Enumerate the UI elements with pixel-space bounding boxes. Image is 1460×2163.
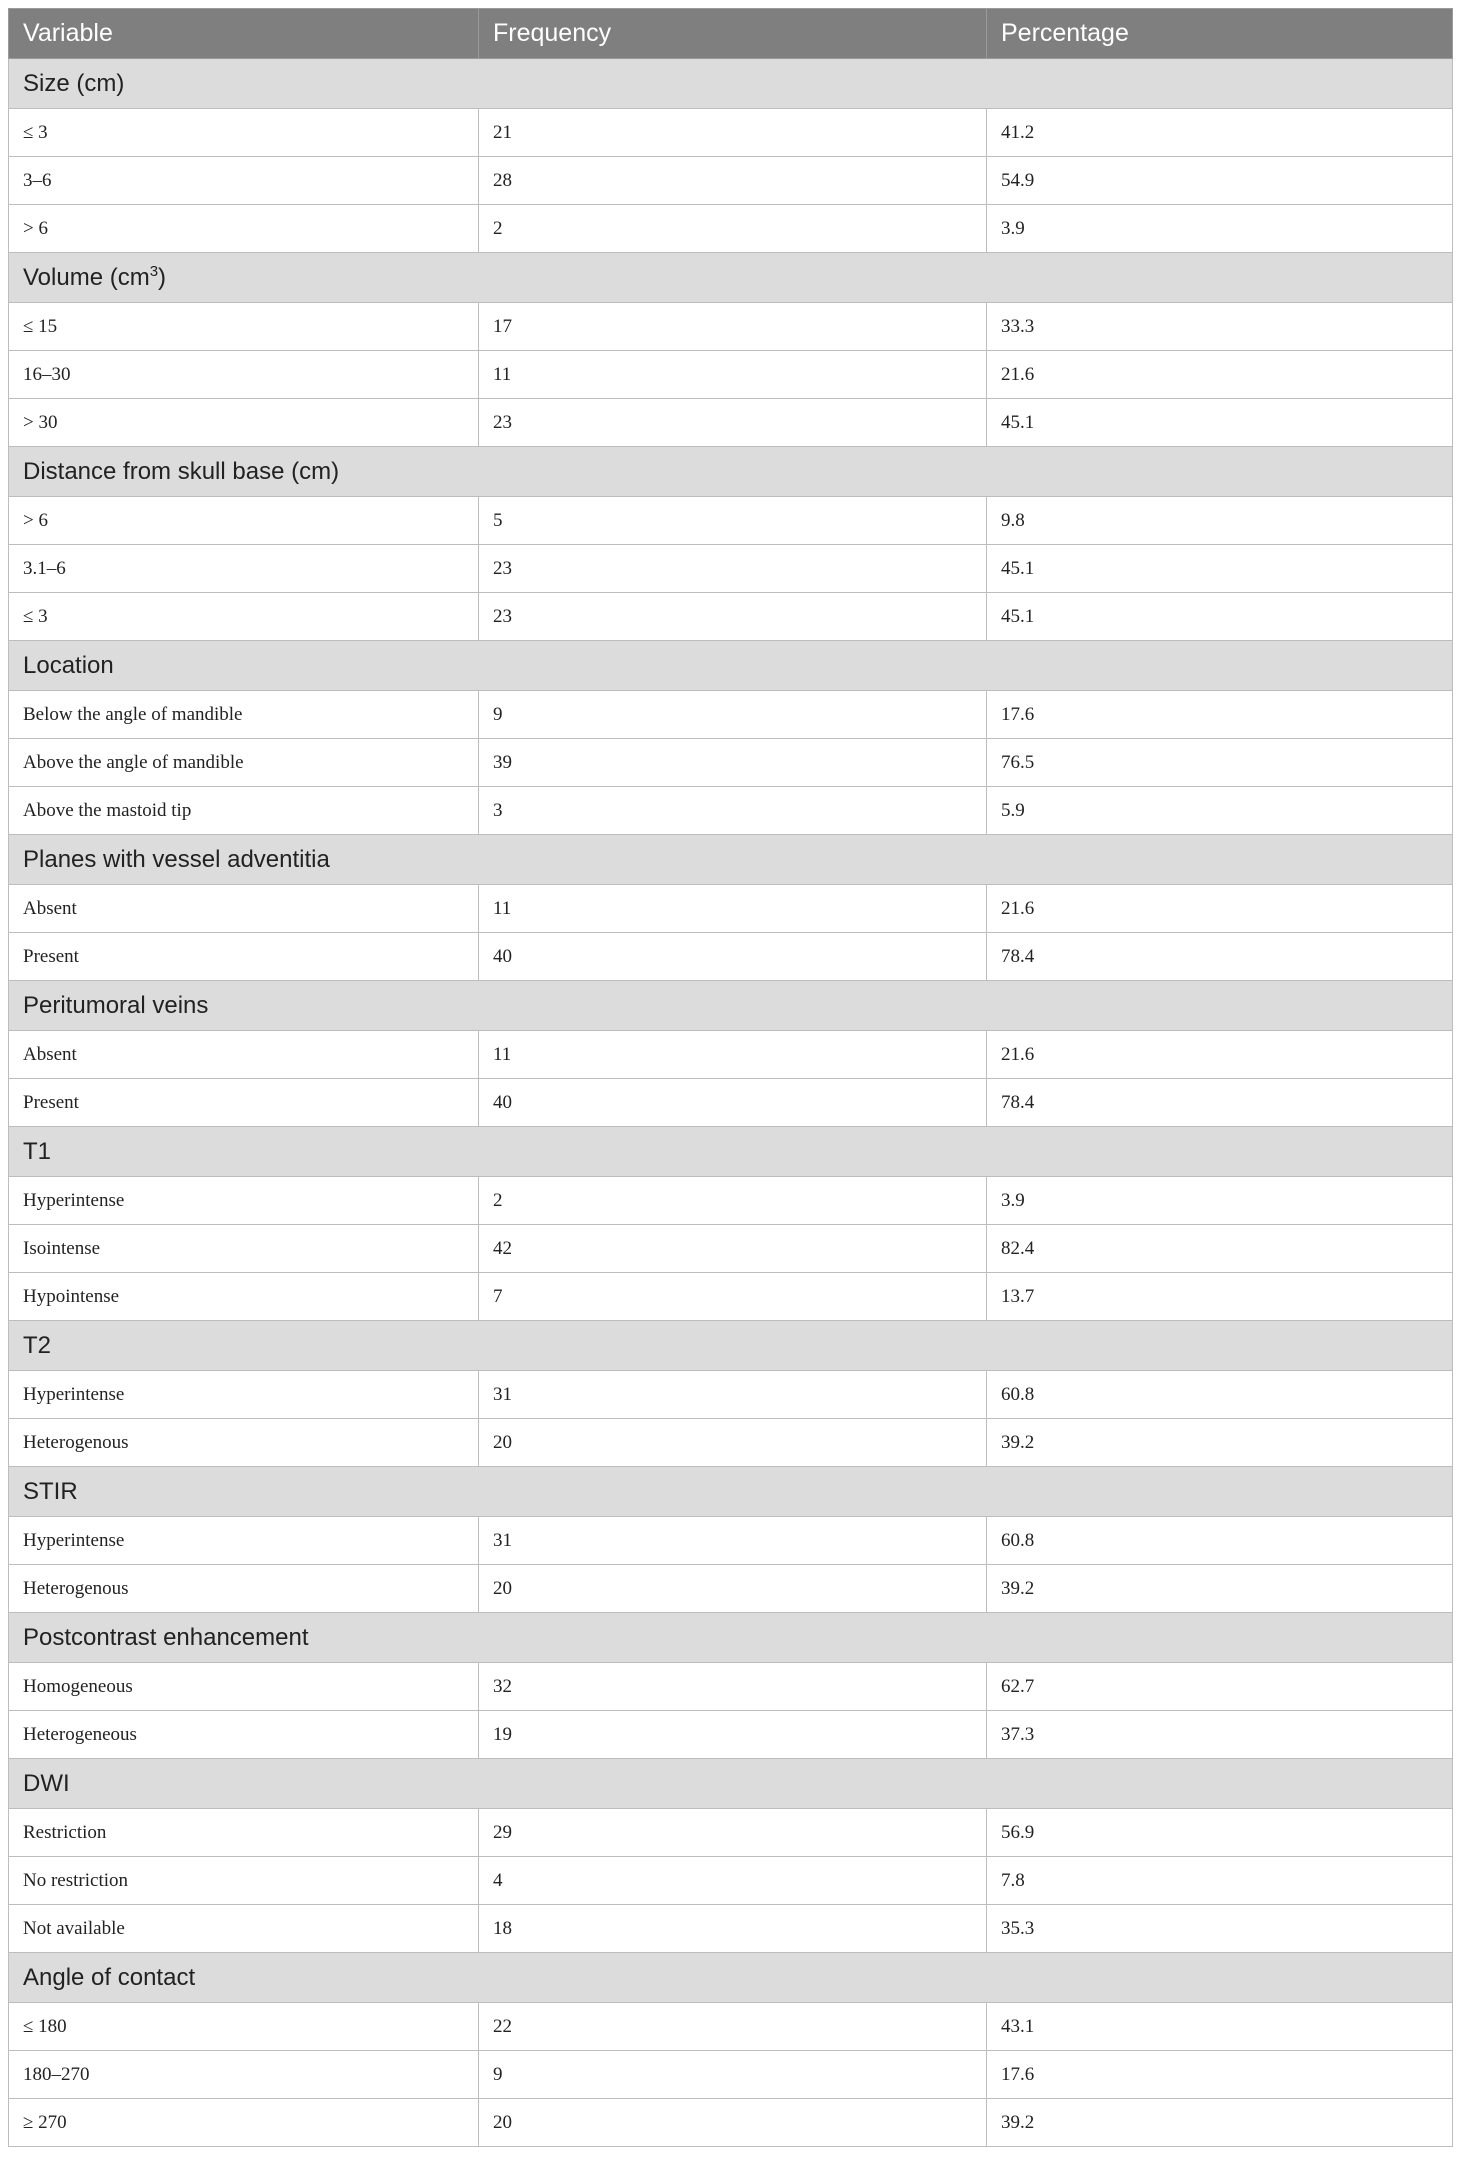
group-header-row <box>9 1759 1453 1809</box>
group-header-row <box>9 253 1453 303</box>
cell-percentage: 39.2 <box>987 1419 1453 1467</box>
group-header-row <box>9 1467 1453 1517</box>
table-row <box>9 691 1453 739</box>
cell-percentage: 37.3 <box>987 1711 1453 1759</box>
table-row <box>9 1031 1453 1079</box>
cell-frequency: 9 <box>479 691 987 739</box>
table-row <box>9 739 1453 787</box>
header-row <box>9 9 1453 59</box>
cell-percentage: 5.9 <box>987 787 1453 835</box>
group-title-text: Size (cm) <box>23 69 125 97</box>
cell-frequency: 28 <box>479 157 987 205</box>
cell-percentage: 33.3 <box>987 303 1453 351</box>
cell-frequency: 19 <box>479 1711 987 1759</box>
group-title <box>9 641 1453 691</box>
cell-frequency: 9 <box>479 2051 987 2099</box>
table-row <box>9 2003 1453 2051</box>
cell-percentage: 45.1 <box>987 545 1453 593</box>
cell-percentage: 21.6 <box>987 351 1453 399</box>
group-title-text: STIR <box>23 1477 78 1505</box>
cell-variable: Present <box>9 1079 479 1127</box>
cell-percentage: 39.2 <box>987 2099 1453 2147</box>
cell-frequency: 29 <box>479 1809 987 1857</box>
cell-variable: Heterogeneous <box>9 1711 479 1759</box>
table-row <box>9 1079 1453 1127</box>
group-title-text: Volume (cm <box>23 264 150 291</box>
cell-frequency: 18 <box>479 1905 987 1953</box>
group-header-row <box>9 641 1453 691</box>
cell-percentage: 76.5 <box>987 739 1453 787</box>
table-row <box>9 1225 1453 1273</box>
table-body <box>9 59 1453 2147</box>
table-row <box>9 1273 1453 1321</box>
cell-variable: 180–270 <box>9 2051 479 2099</box>
cell-variable: ≤ 3 <box>9 593 479 641</box>
cell-variable: Absent <box>9 1031 479 1079</box>
cell-percentage: 60.8 <box>987 1517 1453 1565</box>
cell-frequency: 3 <box>479 787 987 835</box>
group-header-row <box>9 1953 1453 2003</box>
group-title <box>9 1467 1453 1517</box>
group-title <box>9 1613 1453 1663</box>
table-row <box>9 2099 1453 2147</box>
cell-frequency: 23 <box>479 545 987 593</box>
cell-frequency: 39 <box>479 739 987 787</box>
cell-percentage: 21.6 <box>987 885 1453 933</box>
cell-percentage: 17.6 <box>987 691 1453 739</box>
group-title <box>9 1759 1453 1809</box>
cell-frequency: 11 <box>479 1031 987 1079</box>
cell-variable: Below the angle of mandible <box>9 691 479 739</box>
cell-variable: Present <box>9 933 479 981</box>
cell-percentage: 17.6 <box>987 2051 1453 2099</box>
cell-variable: Hyperintense <box>9 1517 479 1565</box>
group-title-text: DWI <box>23 1769 70 1797</box>
group-header-row <box>9 981 1453 1031</box>
group-header-row <box>9 1613 1453 1663</box>
group-title <box>9 1953 1453 2003</box>
cell-frequency: 22 <box>479 2003 987 2051</box>
cell-frequency: 42 <box>479 1225 987 1273</box>
cell-variable: ≤ 3 <box>9 109 479 157</box>
cell-percentage: 45.1 <box>987 399 1453 447</box>
cell-percentage: 45.1 <box>987 593 1453 641</box>
table-row <box>9 1711 1453 1759</box>
cell-frequency: 2 <box>479 205 987 253</box>
cell-percentage: 82.4 <box>987 1225 1453 1273</box>
cell-percentage: 3.9 <box>987 205 1453 253</box>
table-row <box>9 1517 1453 1565</box>
cell-variable: 3–6 <box>9 157 479 205</box>
column-header-percentage: Percentage <box>987 9 1453 59</box>
data-table <box>8 8 1453 2147</box>
table-row <box>9 1177 1453 1225</box>
cell-percentage: 39.2 <box>987 1565 1453 1613</box>
table-row <box>9 1565 1453 1613</box>
table-row <box>9 351 1453 399</box>
cell-percentage: 13.7 <box>987 1273 1453 1321</box>
cell-percentage: 9.8 <box>987 497 1453 545</box>
table-row <box>9 1857 1453 1905</box>
group-title-text: Postcontrast enhancement <box>23 1623 309 1651</box>
cell-variable: 16–30 <box>9 351 479 399</box>
table-row <box>9 399 1453 447</box>
group-title <box>9 59 1453 109</box>
cell-variable: Heterogenous <box>9 1419 479 1467</box>
group-header-row <box>9 835 1453 885</box>
group-title <box>9 447 1453 497</box>
cell-variable: ≥ 270 <box>9 2099 479 2147</box>
cell-percentage: 54.9 <box>987 157 1453 205</box>
cell-variable: Above the angle of mandible <box>9 739 479 787</box>
table-row <box>9 593 1453 641</box>
cell-percentage: 60.8 <box>987 1371 1453 1419</box>
cell-variable: Above the mastoid tip <box>9 787 479 835</box>
group-title-text: Peritumoral veins <box>23 991 209 1019</box>
table-row <box>9 205 1453 253</box>
cell-frequency: 20 <box>479 2099 987 2147</box>
cell-variable: Homogeneous <box>9 1663 479 1711</box>
cell-variable: ≤ 180 <box>9 2003 479 2051</box>
table-row <box>9 109 1453 157</box>
cell-frequency: 5 <box>479 497 987 545</box>
group-header-row <box>9 59 1453 109</box>
column-header-variable: Variable <box>9 9 479 59</box>
table-row <box>9 157 1453 205</box>
cell-variable: No restriction <box>9 1857 479 1905</box>
cell-frequency: 23 <box>479 399 987 447</box>
cell-frequency: 20 <box>479 1419 987 1467</box>
group-header-row <box>9 1127 1453 1177</box>
table-row <box>9 1809 1453 1857</box>
cell-frequency: 7 <box>479 1273 987 1321</box>
table-row <box>9 2051 1453 2099</box>
table-row <box>9 1905 1453 1953</box>
cell-frequency: 31 <box>479 1517 987 1565</box>
cell-frequency: 11 <box>479 885 987 933</box>
cell-variable: 3.1–6 <box>9 545 479 593</box>
cell-percentage: 41.2 <box>987 109 1453 157</box>
group-title <box>9 981 1453 1031</box>
group-title <box>9 1321 1453 1371</box>
group-title <box>9 253 1453 303</box>
group-title-text: Location <box>23 651 114 679</box>
cell-frequency: 20 <box>479 1565 987 1613</box>
cell-frequency: 4 <box>479 1857 987 1905</box>
table-row <box>9 1663 1453 1711</box>
cell-variable: > 30 <box>9 399 479 447</box>
group-title-text: T1 <box>23 1137 52 1165</box>
group-title-text: T2 <box>23 1331 52 1359</box>
cell-frequency: 11 <box>479 351 987 399</box>
cell-percentage: 78.4 <box>987 1079 1453 1127</box>
table-row <box>9 1371 1453 1419</box>
cell-frequency: 40 <box>479 933 987 981</box>
table-row <box>9 497 1453 545</box>
group-title-superscript: 3 <box>149 263 159 280</box>
column-header-frequency: Frequency <box>479 9 987 59</box>
cell-variable: Absent <box>9 885 479 933</box>
cell-frequency: 31 <box>479 1371 987 1419</box>
cell-variable: > 6 <box>9 205 479 253</box>
cell-variable: Hyperintense <box>9 1177 479 1225</box>
cell-variable: ≤ 15 <box>9 303 479 351</box>
table-container <box>8 8 1452 2147</box>
group-title-text: Planes with vessel adventitia <box>23 845 330 873</box>
cell-variable: > 6 <box>9 497 479 545</box>
group-title-suffix: ) <box>158 264 167 291</box>
cell-variable: Hypointense <box>9 1273 479 1321</box>
table-row <box>9 545 1453 593</box>
table-row <box>9 933 1453 981</box>
cell-percentage: 3.9 <box>987 1177 1453 1225</box>
group-title-text: Angle of contact <box>23 1963 196 1991</box>
cell-percentage: 56.9 <box>987 1809 1453 1857</box>
cell-variable: Hyperintense <box>9 1371 479 1419</box>
cell-percentage: 78.4 <box>987 933 1453 981</box>
cell-variable: Heterogenous <box>9 1565 479 1613</box>
cell-percentage: 21.6 <box>987 1031 1453 1079</box>
cell-variable: Not available <box>9 1905 479 1953</box>
group-title <box>9 1127 1453 1177</box>
cell-frequency: 40 <box>479 1079 987 1127</box>
cell-frequency: 21 <box>479 109 987 157</box>
cell-percentage: 35.3 <box>987 1905 1453 1953</box>
table-row <box>9 303 1453 351</box>
group-title <box>9 835 1453 885</box>
table-row <box>9 885 1453 933</box>
cell-percentage: 43.1 <box>987 2003 1453 2051</box>
table-row <box>9 1419 1453 1467</box>
cell-variable: Isointense <box>9 1225 479 1273</box>
cell-variable: Restriction <box>9 1809 479 1857</box>
table-row <box>9 787 1453 835</box>
cell-percentage: 7.8 <box>987 1857 1453 1905</box>
table-header <box>9 9 1453 59</box>
cell-percentage: 62.7 <box>987 1663 1453 1711</box>
cell-frequency: 32 <box>479 1663 987 1711</box>
cell-frequency: 23 <box>479 593 987 641</box>
group-header-row <box>9 1321 1453 1371</box>
cell-frequency: 17 <box>479 303 987 351</box>
group-header-row <box>9 447 1453 497</box>
group-title-text: Distance from skull base (cm) <box>23 457 340 485</box>
cell-frequency: 2 <box>479 1177 987 1225</box>
